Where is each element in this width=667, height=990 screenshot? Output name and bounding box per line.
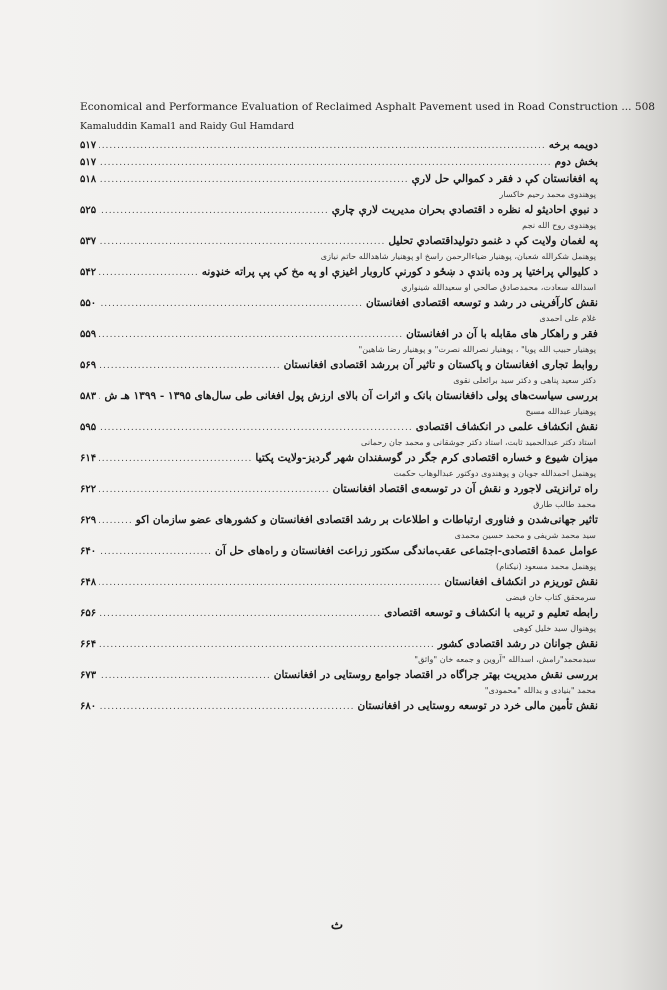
toc-title: نقش انکشاف علمی در انکشاف اقتصادی (415, 421, 598, 433)
dot-leader (99, 544, 212, 561)
toc-entry (80, 171, 598, 202)
dot-leader (99, 699, 354, 716)
table-of-contents (80, 137, 598, 715)
toc-author: محمد طالب طارق (533, 499, 596, 509)
toc-entry (80, 698, 598, 715)
toc-page-number: ۵۵۹ (80, 329, 97, 340)
toc-title-line (80, 388, 598, 405)
page-number: ث (330, 918, 344, 933)
header-authors: Kamaluddin Kamal1 and Raidy Gul Hamdard (80, 121, 295, 132)
toc-entry (80, 605, 598, 636)
toc-page-number: ۵۱۸ (80, 174, 97, 185)
dot-leader (99, 265, 199, 282)
toc-entry (80, 419, 598, 450)
toc-entry (80, 450, 598, 481)
toc-title: نقش تأمين مالی خرد در توسعه روستايی در افغانستان (357, 700, 598, 712)
toc-title-line (80, 450, 598, 467)
toc-page-number: ۶۶۴ (80, 639, 97, 650)
toc-author: پوهندوی روح الله نجم (522, 220, 596, 230)
toc-title: نقش توريزم در انکشاف افغانستان (444, 576, 598, 588)
toc-page-number: ۶۴۰ (80, 546, 97, 557)
toc-page-number: ۶۷۳ (80, 670, 97, 681)
dot-leader (99, 451, 252, 468)
toc-author: محمد "بنيادی و يدالله "محمودی" (484, 685, 596, 695)
toc-entry (80, 233, 598, 264)
toc-title: روابط تجاری افغانستان و پاکستان و تاثير آن بررشد اقتصادی افغانستان (283, 359, 598, 371)
toc-title-line (80, 605, 598, 622)
toc-entry (80, 264, 598, 295)
toc-title: دويمه برخه (548, 139, 598, 151)
toc-entry (80, 636, 598, 667)
toc-title: په افغانستان کې د فقر د کموالي حل لارې (411, 173, 598, 185)
toc-author: پوهنيار حبيب الله پويا" ، پوهنيار نصرالله نصرت" و پوهنيار رضا شاهين" (358, 344, 596, 354)
toc-author: پوهنوال سيد خليل کوهی (513, 623, 596, 633)
toc-page-number: ۵۶۹ (80, 360, 97, 371)
toc-title-line (80, 512, 598, 529)
toc-page-number: ۶۱۴ (80, 453, 97, 464)
toc-title: د کليوالي پراختيا پر وده باندې د ښځو د کورنې کاروبار اغيزې او په مخ کې پې پراته خنډونه (201, 266, 598, 278)
toc-title: تاثير جهانی‌شدن و فناوری ارتباطات و اطلاعات بر رشد اقتصادی افغانستان و کشورهای عضو سازمان اکو (135, 514, 598, 526)
toc-title-line (80, 419, 598, 436)
toc-page-number: ۶۵۶ (80, 608, 97, 619)
toc-entry (80, 154, 598, 171)
dot-leader (99, 575, 441, 592)
toc-author: پوهنمل احمدالله جويان و پوهندوی دوکتور عبدالوهاب حکمت (393, 468, 596, 478)
dot-leader (99, 203, 329, 220)
toc-title-line (80, 667, 598, 684)
toc-author: پوهنيار عبدالله مسيح (525, 406, 596, 416)
dot-leader (99, 637, 435, 654)
toc-title: بررسی نقش مديريت بهتر جراگاه در اقتصاد جوامع روستايی در افغانستان (273, 669, 598, 681)
toc-entry (80, 543, 598, 574)
toc-entry (80, 137, 598, 154)
dot-leader (99, 327, 403, 344)
dot-leader (99, 420, 413, 437)
toc-title: رابطه تعليم و تربيه با انکشاف و توسعه اقتصادی (384, 607, 598, 619)
toc-page-number: ۵۱۷ (80, 157, 97, 168)
toc-entry (80, 388, 598, 419)
toc-title-line (80, 295, 598, 312)
toc-author: سيد محمد شريفی و محمد حسين محمدی (454, 530, 596, 540)
toc-page-number: ۵۸۳ (80, 391, 97, 402)
toc-entry (80, 295, 598, 326)
dot-leader (99, 513, 133, 530)
toc-page-number: ۶۸۰ (80, 701, 97, 712)
toc-title: فقر و راهکار های مقابله با آن در افغانستان (406, 328, 598, 340)
toc-entry (80, 326, 598, 357)
dot-leader (99, 138, 546, 155)
toc-author: دکتر سعيد پناهی و دکتر سيد برائعلی نقوی (453, 375, 596, 385)
toc-title-line (80, 137, 598, 154)
dot-leader (99, 358, 281, 375)
toc-page-number: ۵۱۷ (80, 140, 97, 151)
dot-leader (99, 606, 381, 623)
dot-leader (99, 155, 552, 172)
running-header (80, 99, 656, 135)
dot-leader (99, 482, 330, 499)
toc-title: بخش دوم (554, 156, 598, 168)
toc-page-number: ۵۵۰ (80, 298, 97, 309)
toc-entry (80, 512, 598, 543)
toc-page-number: ۶۴۸ (80, 577, 97, 588)
toc-author: پوهندوی محمد رحيم خاکسار (499, 189, 596, 199)
toc-title-line (80, 264, 598, 281)
dot-leader (99, 389, 101, 406)
toc-title: په لغمان ولايت کې د غنمو دتوليداقتصادي تحليل (388, 235, 598, 247)
toc-title: د نبوي احاديثو له نظره د اقتصادي بحران مديريت لارې چارې (331, 204, 598, 216)
toc-page-number: ۶۲۹ (80, 515, 97, 526)
toc-author: استاد دکتر عبدالحميد ثابت، استاد دکتر جوشقانی و محمد جان رحمانی (361, 437, 596, 447)
dot-leader (99, 172, 409, 189)
toc-page-number: ۵۲۵ (80, 205, 97, 216)
toc-title: عوامل عمدهٔ اقتصادی-اجتماعی عقب‌ماندگی سکتور زراعت افغانستان و راه‌های حل آن (215, 545, 598, 557)
toc-title-line (80, 202, 598, 219)
toc-author: اسدالله سعادت، محمدصادق صالحي او سعيدالله شينواري (401, 282, 596, 292)
toc-entry (80, 357, 598, 388)
toc-title: نقش جوانان در رشد اقتصادی کشور (437, 638, 598, 650)
toc-title-line (80, 574, 598, 591)
toc-author: سيدمحمد"رامش، اسدالله "آروين و جمعه خان "واثق" (414, 654, 596, 664)
toc-title: نقش کارآفرينی در رشد و توسعه اقتصادی افغانستان (365, 297, 598, 309)
toc-title-line (80, 326, 598, 343)
toc-entry (80, 667, 598, 698)
toc-author: پوهنمل شکرالله شعبان، پوهنيار ضياءالرحمن راسخ او پوهنيار شاهدالله حاتم نيازی (320, 251, 596, 261)
toc-title-line (80, 171, 598, 188)
toc-title: بررسی سياست‌های پولی دافغانستان بانک و اثرات آن بالای ارزش پول افغانی طی سال‌های ۱۳۹۵ - ۱۳۹۹ هـ ش (104, 390, 598, 402)
toc-title-line (80, 357, 598, 374)
dot-leader (99, 296, 363, 313)
toc-entry (80, 202, 598, 233)
dot-leader (99, 234, 385, 251)
toc-title: راه ترانزيتی لاجورد و نقش آن در توسعه‌ی اقتصاد افغانستان (332, 483, 598, 495)
toc-author: پوهنمل محمد مسعود (نيکنام) (496, 561, 596, 571)
header-title: Economical and Performance Evaluation of Reclaimed Asphalt Pavement used in Road Construction ... 508 (80, 101, 656, 113)
dot-leader (99, 668, 271, 685)
toc-author: غلام علی احمدی (539, 313, 596, 323)
toc-title-line (80, 481, 598, 498)
toc-author: سرمحقق کتاب خان فيضی (505, 592, 596, 602)
toc-page-number: ۵۴۲ (80, 267, 97, 278)
toc-page-number: ۵۹۵ (80, 422, 97, 433)
toc-entry (80, 574, 598, 605)
toc-title-line (80, 233, 598, 250)
toc-page-number: ۶۲۲ (80, 484, 97, 495)
toc-title-line (80, 698, 598, 715)
toc-entry (80, 481, 598, 512)
toc-title-line (80, 154, 598, 171)
toc-title: ميزان شيوع و خساره اقتصادی کرم جگر در گوسفندان شهر گرديز-ولايت پکتيا (255, 452, 598, 464)
toc-page-number: ۵۳۷ (80, 236, 97, 247)
toc-title-line (80, 636, 598, 653)
toc-title-line (80, 543, 598, 560)
